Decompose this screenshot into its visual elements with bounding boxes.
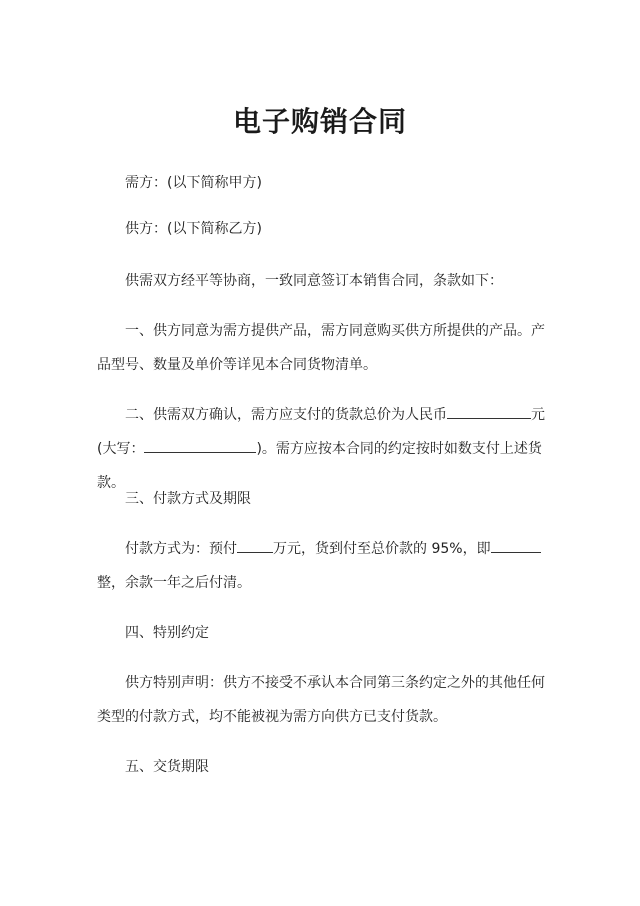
document-title: 电子购销合同 <box>232 105 407 138</box>
clause-1: 一、供方同意为需方提供产品，需方同意购买供方所提供的产品。产品型号、数量及单价等详见本合同货物清单。 <box>97 323 545 373</box>
seller-line: 供方：(以下简称乙方) <box>125 221 262 237</box>
special-statement: 供方特别声明：供方不接受不承认本合同第三条约定之外的其他任何类型的付款方式，均不能被视为需方向供方已支付货款。 <box>97 675 545 725</box>
payment-terms <box>97 532 547 600</box>
clause-4-heading: 四、特别约定 <box>125 625 209 641</box>
payment-text-c: 整，余款一年之后付清。 <box>97 575 251 591</box>
clause-5-heading: 五、交货期限 <box>125 759 209 775</box>
payment-text-a: 付款方式为：预付 <box>125 541 237 557</box>
total-price-uppercase-blank <box>144 438 256 453</box>
prepay-amount-blank <box>237 538 273 553</box>
buyer-line: 需方：(以下简称甲方) <box>125 175 262 191</box>
clause-2-text-a: 二、供需双方确认，需方应支付的货款总价为人民币 <box>125 407 447 423</box>
payment-text-b: 万元，货到付至总价款的 95%，即 <box>273 541 491 557</box>
clause-2-text-b: 元(大写： <box>97 407 545 457</box>
amount-95-blank <box>491 538 541 553</box>
total-price-blank <box>447 404 531 419</box>
clause-3-heading: 三、付款方式及期限 <box>125 491 251 507</box>
clause-2-text-c: )。需方应按本合同的约定按时如数支付上述货款。 <box>97 441 542 491</box>
intro-paragraph: 供需双方经平等协商，一致同意签订本销售合同，条款如下： <box>125 273 503 289</box>
